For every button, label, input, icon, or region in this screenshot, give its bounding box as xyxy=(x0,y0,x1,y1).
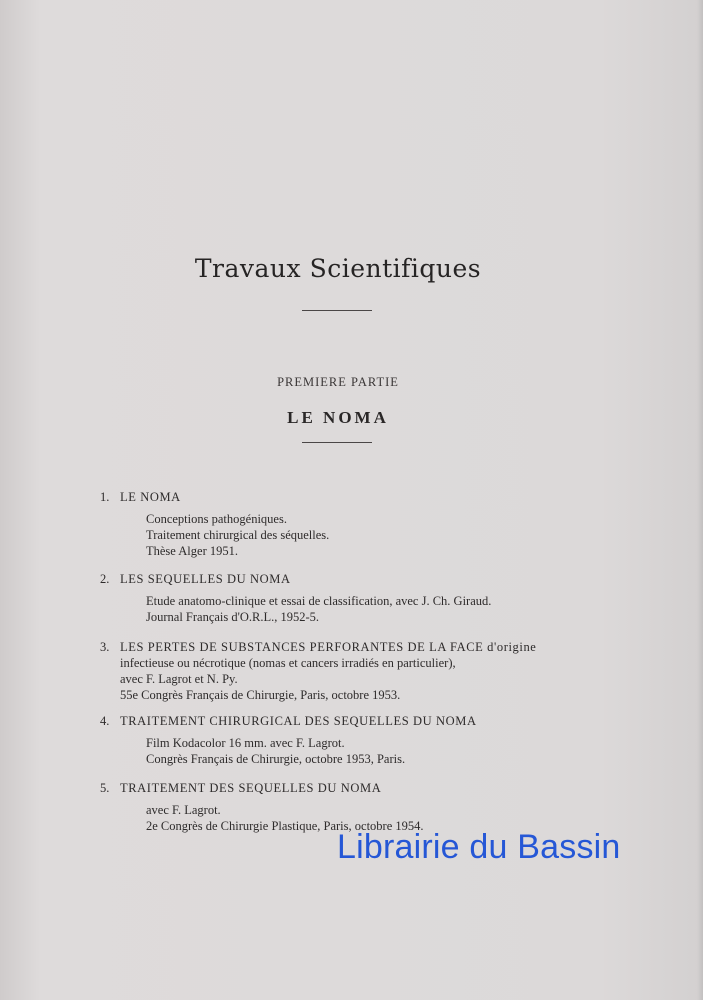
entry-title: TRAITEMENT DES SEQUELLES DU NOMA xyxy=(120,781,382,795)
entry-heading xyxy=(100,571,600,587)
entry-number: 1. xyxy=(100,490,110,504)
entry-details xyxy=(100,735,600,767)
entry-line: avec F. Lagrot et N. Py. xyxy=(120,672,238,686)
entry-title: LES SEQUELLES DU NOMA xyxy=(120,572,291,586)
entry-3 xyxy=(100,639,600,703)
entry-number: 5. xyxy=(100,781,110,795)
part-title: LE NOMA xyxy=(287,408,389,427)
entry-line: 2e Congrès de Chirurgie Plastique, Paris, octobre 1954. xyxy=(146,819,424,833)
entry-line: Etude anatomo-clinique et essai de classification, avec J. Ch. Giraud. xyxy=(146,594,492,608)
entry-details xyxy=(100,511,600,559)
entry-5 xyxy=(100,780,600,834)
page-edge-shadow xyxy=(697,0,703,1000)
entry-heading xyxy=(100,639,600,655)
entry-heading xyxy=(100,713,600,729)
entry-line: Journal Français d'O.R.L., 1952-5. xyxy=(146,610,320,624)
entry-details xyxy=(100,593,600,625)
entry-line: Film Kodacolor 16 mm. avec F. Lagrot. xyxy=(146,736,345,750)
entry-title: TRAITEMENT CHIRURGICAL DES SEQUELLES DU NOMA xyxy=(120,714,477,728)
entry-heading xyxy=(100,489,600,505)
entry-line: Congrès Français de Chirurgie, octobre 1953, Paris. xyxy=(146,752,406,766)
entry-details xyxy=(100,655,600,703)
part-divider xyxy=(302,442,372,443)
document-title: Travaux Scientifiques xyxy=(194,254,482,283)
watermark: Librairie du Bassin xyxy=(337,828,621,866)
entry-number: 3. xyxy=(100,640,110,654)
entry-1 xyxy=(100,489,600,559)
entry-line: avec F. Lagrot. xyxy=(146,803,221,817)
title-divider xyxy=(302,310,372,311)
entry-line: Conceptions pathogéniques. xyxy=(146,512,287,526)
entry-line: Traitement chirurgical des séquelles. xyxy=(146,528,330,542)
entry-line: infectieuse ou nécrotique (nomas et cancers irradiés en particulier), xyxy=(120,656,456,670)
entry-2 xyxy=(100,571,600,625)
entry-line: 55e Congrès Français de Chirurgie, Paris, octobre 1953. xyxy=(120,688,401,702)
entry-heading xyxy=(100,780,600,796)
entry-title: LES PERTES DE SUBSTANCES PERFORANTES DE LA FACE d'origine xyxy=(120,640,537,654)
entry-4 xyxy=(100,713,600,767)
entry-number: 4. xyxy=(100,714,110,728)
entry-number: 2. xyxy=(100,572,110,586)
entry-title: LE NOMA xyxy=(120,490,181,504)
part-label: PREMIERE PARTIE xyxy=(277,375,399,389)
entry-line: Thèse Alger 1951. xyxy=(146,544,238,558)
